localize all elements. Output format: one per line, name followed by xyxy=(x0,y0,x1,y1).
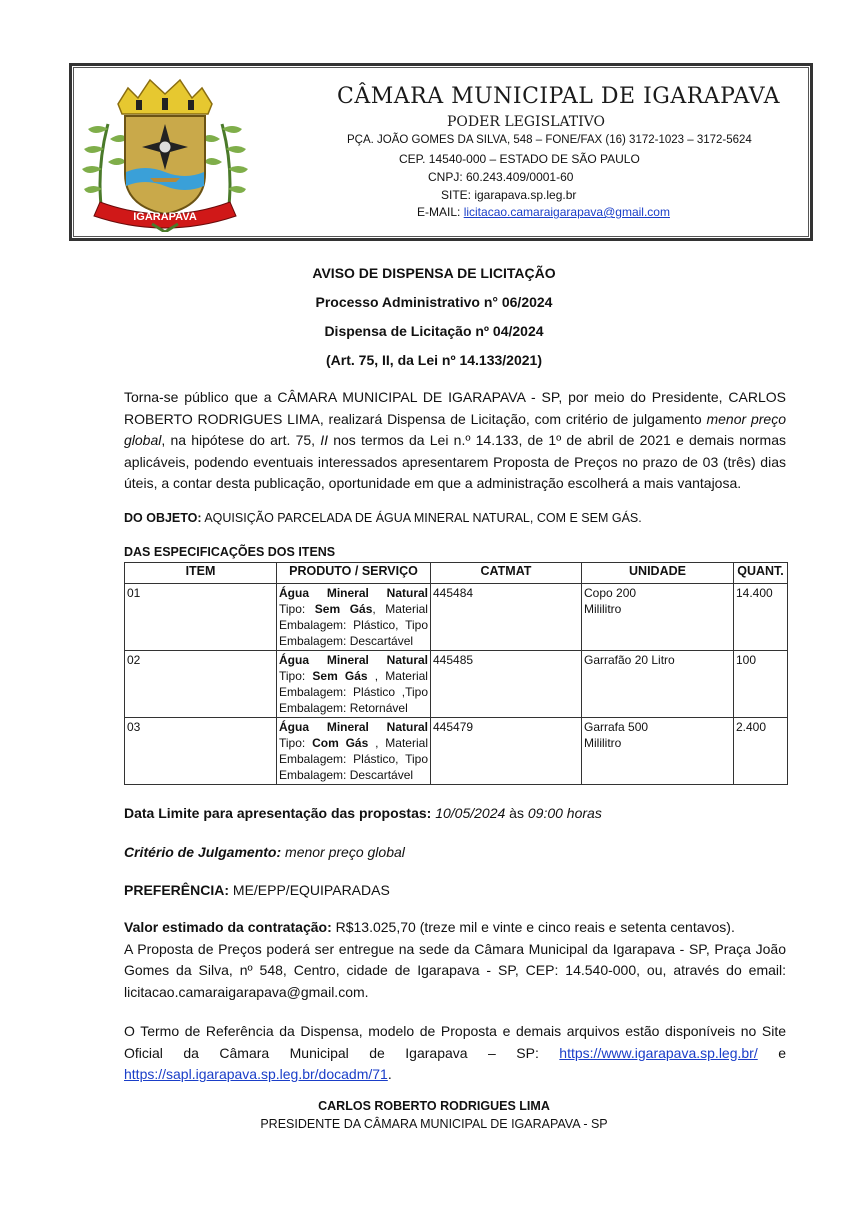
items-section-label: DAS ESPECIFICAÇÕES DOS ITENS xyxy=(124,545,336,559)
criterion-value: menor preço global xyxy=(281,844,405,860)
institution-address: PÇA. JOÃO GOMES DA SILVA, 548 – FONE/FAX (16) 3172-1023 – 3172-5624 xyxy=(347,134,752,146)
sapl-link[interactable]: https://sapl.igarapava.sp.leg.br/docadm/71 xyxy=(124,1066,388,1082)
table-row xyxy=(125,718,788,785)
intro-text-2: , na hipótese do art. 75, xyxy=(161,432,321,448)
preference-value: ME/EPP/EQUIPARADAS xyxy=(229,882,390,898)
deadline-line xyxy=(124,803,786,825)
object-label: DO OBJETO: xyxy=(124,511,202,525)
signature-block xyxy=(0,1097,868,1133)
intro-paragraph xyxy=(124,387,786,495)
cell-item: 02 xyxy=(125,651,277,718)
deadline-time: 09:00 horas xyxy=(527,805,602,821)
email-label: E-MAIL: xyxy=(417,205,464,219)
table-header-row xyxy=(125,563,788,584)
legal-basis: (Art. 75, II, da Lei nº 14.133/2021) xyxy=(326,352,542,368)
object-line xyxy=(124,511,786,525)
column-header-product: PRODUTO / SERVIÇO xyxy=(277,563,431,584)
institution-title: CÂMARA MUNICIPAL DE IGARAPAVA xyxy=(337,84,781,109)
column-header-quantity: QUANT. xyxy=(734,563,788,584)
delivery-text: A Proposta de Preços poderá ser entregue na sede da Câmara Municipal da Igarapava - SP, Praça João Gomes da Silva, nº 548, Centro, cidade de Igarapava - SP, CEP: 14.540-000, ou, através do email: licitacao.camaraigarapava@gmail.com. xyxy=(124,940,786,1000)
table-row xyxy=(125,584,788,651)
column-header-catmat: CATMAT xyxy=(431,563,582,584)
reference-end: . xyxy=(387,1066,392,1082)
cell-unit: Copo 200 Mililitro xyxy=(582,584,734,651)
institution-cep: CEP. 14540-000 – ESTADO DE SÃO PAULO xyxy=(399,152,640,166)
preference-label: PREFERÊNCIA: xyxy=(124,882,230,898)
object-text: AQUISIÇÃO PARCELADA DE ÁGUA MINERAL NATURAL, COM E SEM GÁS. xyxy=(201,511,642,525)
criterion-label: Critério de Julgamento: xyxy=(124,844,282,860)
cell-item: 01 xyxy=(125,584,277,651)
coat-of-arms-icon xyxy=(80,74,250,232)
reference-connector: e xyxy=(757,1044,786,1061)
estimate-delivery-block xyxy=(124,917,786,1003)
letterhead xyxy=(69,63,813,241)
institution-site: SITE: igarapava.sp.leg.br xyxy=(441,188,577,202)
deadline-label: Data Limite para apresentação das propostas: xyxy=(124,805,432,821)
cell-unit: Garrafão 20 Litro xyxy=(582,651,734,718)
institution-email-line xyxy=(417,205,670,219)
cell-catmat: 445484 xyxy=(431,584,582,651)
reference-text: O Termo de Referência da Dispensa, modelo de Proposta e demais arquivos estão disponíveis no Site Oficial da Câmara Municipal de Igarapava – SP: xyxy=(124,1023,786,1061)
preference-line xyxy=(124,880,786,902)
cell-catmat: 445479 xyxy=(431,718,582,785)
process-number: Processo Administrativo n° 06/2024 xyxy=(315,294,553,310)
deadline-connector: às xyxy=(505,805,528,821)
reference-paragraph xyxy=(124,1021,786,1086)
email-link[interactable]: licitacao.camaraigarapava@gmail.com xyxy=(463,205,670,219)
signatory-name: CARLOS ROBERTO RODRIGUES LIMA xyxy=(318,1099,550,1113)
column-header-unit: UNIDADE xyxy=(582,563,734,584)
intro-text-3: nos termos da Lei n.º 14.133, de 1º de abril de 2021 e demais normas aplicáveis, podendo eventuais interessados apresentarem Proposta de Preços no prazo de 03 (três) dias úteis, a contar desta publicação, oportunidade em que a administração escolherá a mais vantajosa. xyxy=(124,432,786,491)
cell-quantity: 2.400 xyxy=(734,718,788,785)
svg-text:IGARAPAVA: IGARAPAVA xyxy=(133,211,197,223)
intro-criterion: menor preço global xyxy=(124,410,786,448)
cell-product: Água Mineral Natural Tipo: Com Gás , Material Embalagem: Plástico, Tipo Embalagem: Descartável xyxy=(277,718,431,785)
cell-catmat: 445485 xyxy=(431,651,582,718)
items-table xyxy=(124,562,788,785)
institution-cnpj: CNPJ: 60.243.409/0001-60 xyxy=(428,170,574,184)
cell-product: Água Mineral Natural Tipo: Sem Gás , Material Embalagem: Plástico ,Tipo Embalagem: Retornável xyxy=(277,651,431,718)
institution-subtitle: PODER LEGISLATIVO xyxy=(447,114,606,130)
cell-item: 03 xyxy=(125,718,277,785)
estimate-label: Valor estimado da contratação: xyxy=(124,919,332,935)
website-link[interactable]: https://www.igarapava.sp.leg.br/ xyxy=(559,1044,758,1061)
table-row xyxy=(125,651,788,718)
estimate-value: R$13.025,70 (treze mil e vinte e cinco reais e setenta centavos). xyxy=(331,919,735,935)
dispensa-number: Dispensa de Licitação nº 04/2024 xyxy=(324,323,544,339)
column-header-item: ITEM xyxy=(125,563,277,584)
cell-quantity: 100 xyxy=(734,651,788,718)
cell-quantity: 14.400 xyxy=(734,584,788,651)
intro-text-1: Torna-se público que a CÂMARA MUNICIPAL DE IGARAPAVA - SP, por meio do Presidente, CARLOS ROBERTO RODRIGUES LIMA, realizará Dispensa de Licitação, com critério de julgamento xyxy=(124,389,786,427)
notice-headings xyxy=(0,264,868,380)
cell-product: Água Mineral Natural Tipo: Sem Gás, Material Embalagem: Plástico, Tipo Embalagem: Descartável xyxy=(277,584,431,651)
cell-unit: Garrafa 500 Mililitro xyxy=(582,718,734,785)
signatory-role: PRESIDENTE DA CÂMARA MUNICIPAL DE IGARAPAVA - SP xyxy=(260,1117,608,1131)
notice-title: AVISO DE DISPENSA DE LICITAÇÃO xyxy=(312,265,556,281)
intro-inciso: II xyxy=(320,432,329,448)
deadline-date: 10/05/2024 xyxy=(435,805,506,821)
criterion-line xyxy=(124,842,786,864)
